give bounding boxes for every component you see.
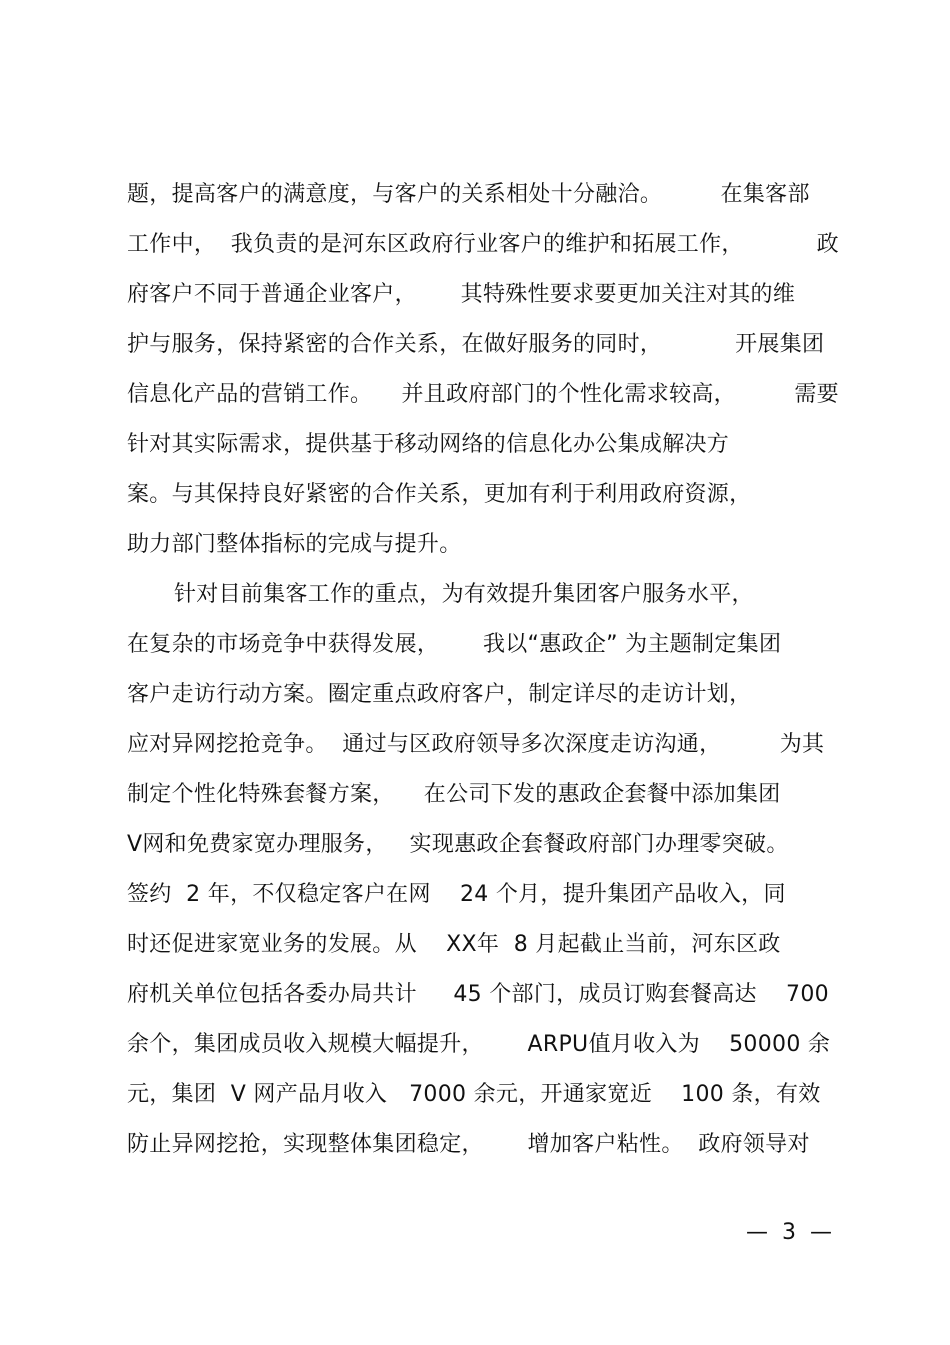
- text-line: 在复杂的市场竞争中获得发展， 我以“惠政企” 为主题制定集团: [127, 632, 782, 657]
- text-line: 防止异网挖抢，实现整体集团稳定， 增加客户粘性。 政府领导对: [127, 1132, 810, 1157]
- text-line: 签约 2 年，不仅稳定客户在网 24 个月，提升集团产品收入，同: [127, 882, 786, 907]
- text-line: 案。与其保持良好紧密的合作关系，更加有利于利用政府资源，: [127, 482, 752, 507]
- text-line: 针对其实际需求，提供基于移动网络的信息化办公集成解决方: [127, 432, 730, 457]
- text-line: 时还促进家宽业务的发展。从 XX年 8 月起截止当前，河东区政: [127, 932, 781, 957]
- text-line: V网和免费家宽办理服务， 实现惠政企套餐政府部门办理零突破。: [127, 832, 789, 857]
- text-line: 题，提高客户的满意度，与客户的关系相处十分融洽。 在集客部: [127, 182, 810, 207]
- body-text: [127, 170, 847, 1170]
- text-line: 应对异网挖抢竞争。 通过与区政府领导多次深度走访沟通， 为其: [127, 732, 825, 757]
- text-line: 信息化产品的营销工作。 并且政府部门的个性化需求较高， 需要: [127, 382, 839, 407]
- text-line: 客户走访行动方案。圈定重点政府客户，制定详尽的走访计划，: [127, 682, 752, 707]
- page-number: — 3 —: [746, 1220, 832, 1245]
- text-line: 元，集团 V 网产品月收入 7000 余元，开通家宽近 100 条，有效: [127, 1082, 821, 1107]
- text-line: 工作中， 我负责的是河东区政府行业客户的维护和拓展工作， 政: [127, 232, 839, 257]
- text-line: 助力部门整体指标的完成与提升。: [127, 532, 462, 557]
- text-line: 府客户不同于普通企业客户， 其特殊性要求要更加关注对其的维: [127, 282, 796, 307]
- text-line: 余个，集团成员收入规模大幅提升， ARPU值月收入为 50000 余: [127, 1032, 831, 1057]
- paragraph-first-line: 针对目前集客工作的重点，为有效提升集团客户服务水平，: [174, 582, 754, 607]
- text-line: 护与服务，保持紧密的合作关系，在做好服务的同时， 开展集团: [127, 332, 825, 357]
- text-line: 府机关单位包括各委办局共计 45 个部门，成员订购套餐高达 700: [127, 982, 829, 1007]
- text-line: 制定个性化特殊套餐方案， 在公司下发的惠政企套餐中添加集团: [127, 782, 781, 807]
